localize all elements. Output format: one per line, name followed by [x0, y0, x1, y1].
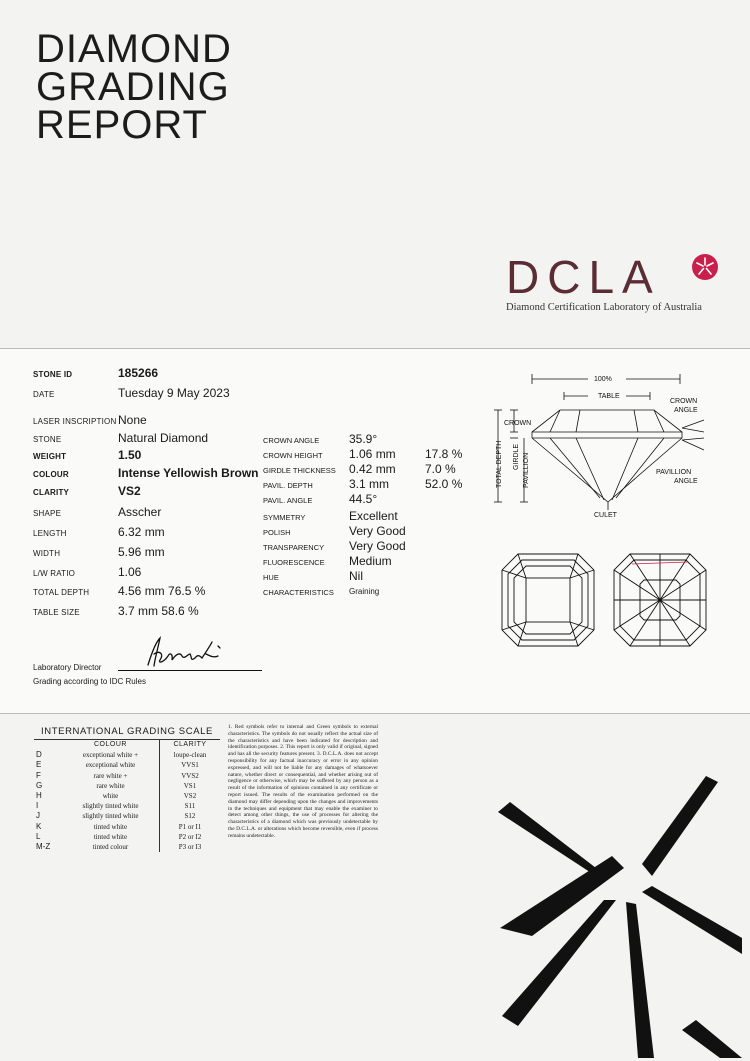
grading-scale-title: INTERNATIONAL GRADING SCALE	[34, 726, 220, 740]
grade-colour: exceptional white +	[62, 750, 159, 760]
pavillion-angle-label: PAVILLION	[656, 469, 692, 476]
grading-scale-row	[34, 791, 220, 801]
detail-label: SHAPE	[33, 509, 62, 518]
grade-colour: tinted white	[62, 832, 159, 842]
proportion-label: CROWN HEIGHT	[263, 451, 323, 460]
grade-colour: slightly tinted white	[62, 811, 159, 821]
grading-scale-row	[34, 842, 220, 852]
detail-label: WEIGHT	[33, 452, 67, 461]
grading-scale-row	[34, 811, 220, 821]
detail-label: L/W RATIO	[33, 569, 76, 578]
detail-value: 5.96 mm	[118, 545, 165, 559]
grade-letter: L	[36, 831, 41, 841]
detail-label: WIDTH	[33, 549, 61, 558]
grade-clarity: VVS1	[181, 761, 199, 770]
grading-scale-row	[34, 750, 220, 760]
grading-scale-row	[34, 822, 220, 832]
star-logo-icon	[690, 252, 720, 282]
grading-scale-row	[34, 781, 220, 791]
pct100-label: 100%	[594, 376, 612, 383]
detail-label: TOTAL DEPTH	[33, 588, 90, 597]
culet-label: CULET	[594, 512, 617, 519]
detail-value: 3.7 mm 58.6 %	[118, 604, 199, 618]
divider-bottom	[0, 713, 750, 714]
detail-label: TABLE SIZE	[33, 608, 80, 617]
grade-letter: F	[36, 770, 41, 780]
title-line-3: REPORT	[36, 103, 208, 147]
grading-scale-row	[34, 801, 220, 811]
crown-angle-label-2: ANGLE	[674, 407, 698, 414]
proportion-value: 35.9°	[349, 432, 378, 446]
proportion-percent: 17.8 %	[425, 447, 463, 461]
grade-letter: J	[36, 811, 40, 821]
table-label: TABLE	[598, 393, 620, 400]
grade-colour: rare white +	[62, 771, 159, 781]
proportion-label: TRANSPARENCY	[263, 543, 325, 552]
detail-label: CLARITY	[33, 488, 70, 497]
detail-label: DATE	[33, 390, 55, 399]
crown-angle-label: CROWN	[670, 398, 698, 405]
detail-value: None	[118, 413, 147, 427]
proportion-label: POLISH	[263, 528, 291, 537]
report-title	[36, 27, 232, 147]
detail-value: Asscher	[118, 505, 162, 519]
detail-value: 1.06	[118, 565, 142, 579]
proportion-value: Excellent	[349, 509, 398, 523]
grading-scale-row	[34, 832, 220, 842]
girdle-label: GIRDLE	[513, 443, 520, 470]
detail-label: LASER INSCRIPTION	[33, 417, 117, 426]
proportion-label: CROWN ANGLE	[263, 436, 320, 445]
signature-line	[118, 670, 262, 671]
grading-scale-row	[34, 771, 220, 781]
grade-colour: tinted white	[62, 822, 159, 832]
grade-colour: slightly tinted white	[62, 801, 159, 811]
grading-note: Grading according to IDC Rules	[33, 677, 146, 686]
grade-letter: M-Z	[36, 841, 51, 851]
proportion-label: SYMMETRY	[263, 513, 306, 522]
detail-value: 6.32 mm	[118, 525, 165, 539]
proportion-value: 44.5°	[349, 492, 378, 506]
grade-letter: D	[36, 750, 42, 760]
dcla-logo: DCLA	[506, 251, 661, 303]
detail-value: VS2	[118, 484, 141, 498]
detail-label: STONE ID	[33, 370, 73, 379]
grading-scale	[34, 726, 220, 852]
grade-colour: tinted colour	[62, 842, 159, 852]
grade-clarity: VS1	[183, 781, 197, 790]
proportion-label: CHARACTERISTICS	[263, 588, 334, 597]
detail-label: COLOUR	[33, 470, 69, 479]
title-line-2: GRADING	[36, 65, 230, 109]
proportion-value: Very Good	[349, 524, 406, 538]
grade-clarity: P2 or I2	[178, 832, 202, 841]
dcla-star-mark	[492, 768, 750, 1061]
detail-value: 1.50	[118, 448, 142, 462]
divider-top	[0, 348, 750, 349]
detail-value: Tuesday 9 May 2023	[118, 386, 230, 400]
proportion-value: Nil	[349, 569, 363, 583]
proportion-value: Graining	[349, 587, 380, 596]
grade-clarity: VS2	[183, 792, 197, 801]
proportion-value: 0.42 mm	[349, 462, 396, 476]
proportion-label: PAVIL. DEPTH	[263, 481, 313, 490]
grade-letter: K	[36, 821, 42, 831]
crown-label: CROWN	[504, 420, 532, 427]
grade-letter: I	[36, 801, 39, 811]
pavillion-angle-label-2: ANGLE	[674, 478, 698, 485]
director-signature	[140, 632, 230, 672]
proportion-diagram	[490, 370, 712, 522]
grade-clarity: loupe-clean	[173, 751, 207, 760]
grade-colour: exceptional white	[62, 760, 159, 770]
grade-clarity: P1 or I1	[178, 822, 202, 831]
proportion-percent: 7.0 %	[425, 462, 456, 476]
grade-colour: white	[62, 791, 159, 801]
proportion-value: Medium	[349, 554, 392, 568]
disclaimer: 1. Red symbols refer to internal and Green symbols to external characteristics. The symbols do not usually reflect the actual size of the characteristics and have been indicated for description and identification purposes. 2. This report is only valid if original, signed and has all the security features present. 3. D.C.L.A. does not accept responsibility for any factual inaccuracy or error in any opinion expressed, and will not be liable for any damages of whatsoever nature, whether direct or consequential, and whether arising out of negligence or otherwise, which may be suffered by any person as a result of the information of opinions contained in any certificate or report issued. The results of the examination performed on the diamond may differ depending upon the changes and improvements in the techniques and equipment that may enable the examiner to detect among other things, the use of processes for altering the characteristics of a diamond which was previously undetectable by the D.C.L.A. or alterations which become reversible, even if process remains undetectable.	[228, 724, 378, 839]
grading-scale-table	[34, 740, 220, 852]
detail-value: 4.56 mm 76.5 %	[118, 584, 206, 598]
detail-label: STONE	[33, 435, 62, 444]
detail-value: 185266	[118, 366, 159, 380]
grade-letter: E	[36, 760, 42, 770]
proportion-value: 1.06 mm	[349, 447, 396, 461]
grade-clarity: S11	[184, 802, 196, 811]
proportion-value: 3.1 mm	[349, 477, 390, 491]
proportion-label: HUE	[263, 573, 279, 582]
proportion-label: PAVIL. ANGLE	[263, 496, 313, 505]
proportion-percent: 52.0 %	[425, 477, 463, 491]
grade-colour: rare white	[62, 781, 159, 791]
director-label: Laboratory Director	[33, 663, 102, 672]
proportion-label: GIRDLE THICKNESS	[263, 466, 336, 475]
pavillion-label: PAVILLION	[523, 452, 530, 488]
col-colour: COLOUR	[62, 740, 159, 750]
detail-value: Intense Yellowish Brown	[118, 466, 259, 480]
total-depth-label: TOTAL DEPTH	[496, 440, 503, 488]
proportion-value: Very Good	[349, 539, 406, 553]
title-line-1: DIAMOND	[36, 27, 232, 71]
col-clarity: CLARITY	[173, 741, 207, 749]
grade-clarity: VVS2	[181, 771, 199, 780]
grade-clarity: P3 or I3	[178, 842, 202, 851]
grade-letter: H	[36, 791, 42, 801]
grade-clarity: S12	[184, 812, 196, 821]
grading-scale-row	[34, 760, 220, 770]
detail-label: LENGTH	[33, 529, 67, 538]
asscher-crown-view	[500, 552, 596, 648]
logo-subtitle: Diamond Certification Laboratory of Australia	[506, 302, 702, 313]
asscher-pavilion-view	[612, 552, 708, 648]
detail-value: Natural Diamond	[118, 431, 209, 445]
proportion-label: FLUORESCENCE	[263, 558, 325, 567]
grade-letter: G	[36, 780, 43, 790]
